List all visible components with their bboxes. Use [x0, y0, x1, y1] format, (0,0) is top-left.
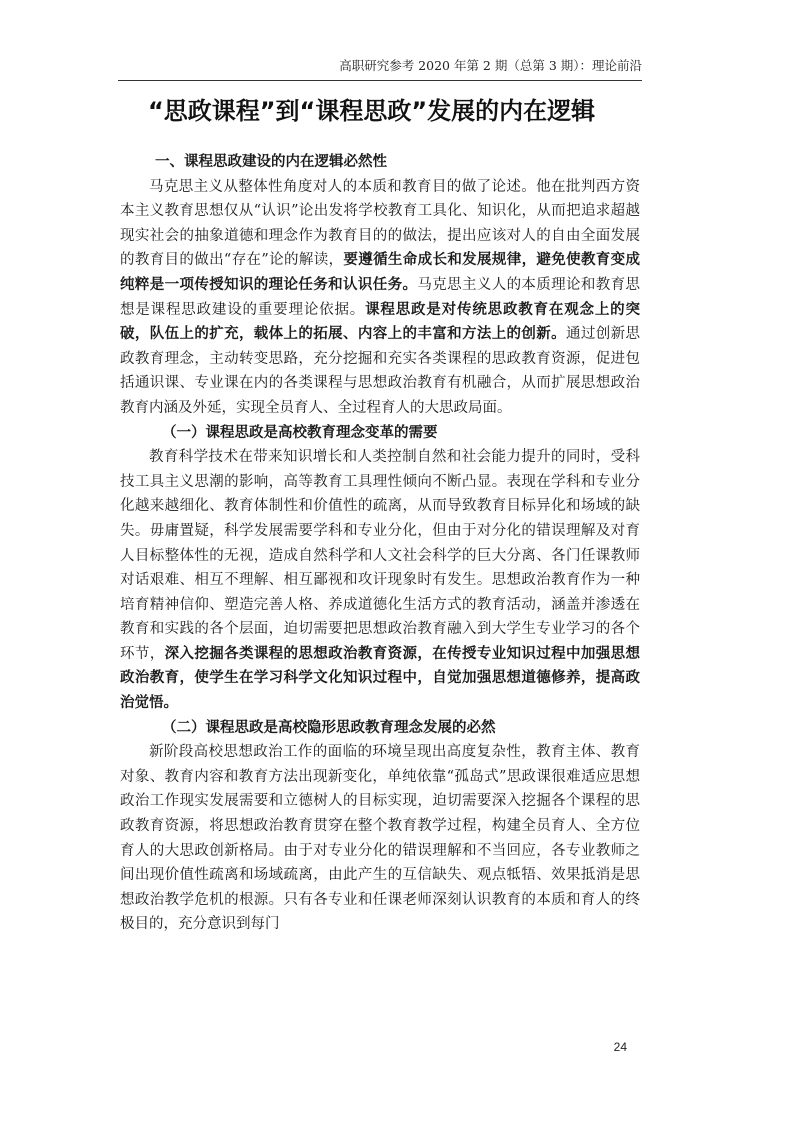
paragraph-2 — [120, 445, 640, 716]
paragraph-1 — [120, 175, 640, 421]
paragraph-1-bold-b: 要遵循生命成长和发展规律，避免使教育变成纯粹是一项传授知识的理论任务和认识任务。 — [120, 252, 640, 293]
page-number: 24 — [613, 1040, 627, 1054]
paragraph-3: 新阶段高校思想政治工作的面临的环境呈现出高度复杂性，教育主体、教育对象、教育内容和教育方法出现新变化，单纯依靠“孤岛式”思政课很难适应思想政治工作现实发展需要和立德树人的目标实现，迫切需要深入挖掘各个课程的思政教育资源，将思想政治教育贯穿在整个教育教学过程，构建全员育人、全方位育人的大思政创新格局。由于对专业分化的错误理解和不当回应，各专业教师之间出现价值性疏离和场域疏离，由此产生的互信缺失、观点牴牾、效果抵消是思想政治教学危机的根源。只有各专业和任课老师深刻认识教育的本质和育人的终极目的，充分意识到每门 — [120, 744, 640, 933]
paragraph-1-bold-d: 课程思政是对传统思政教育在观念上的突破，队伍上的扩充，载体上的拓展、内容上的丰富和方法上的创新。 — [120, 301, 641, 343]
paragraph-1-text-c: 马克思主义人的本质理论和教育思想是课程思政建设的重要理论依据。 — [120, 276, 641, 318]
section-heading-1: 一、课程思政建设的内在逻辑必然性 — [155, 154, 387, 170]
paragraph-2-text-a: 教育科学技术在带来知识增长和人类控制自然和社会能力提升的同时，受科技工具主义思潮的影响，高等教育工具理性倾向不断凸显。表现在学科和专业分化越来越细化、教育体制性和价值性的疏离，从而导致教育目标异化和场域的缺失。毋庸置疑，科学发展需要学科和专业分化，但由于对分化的错误理解及对育人目标整体性的无视，造成自然科学和人文社会科学的巨大分离、各门任课教师对话艰难、相互不理解、相互鄙视和攻讦现象时有发生。思想政治教育作为一种培育精神信仰、塑造完善人格、养成道德化生活方式的教育活动，涵盖并渗透在教育和实践的各个层面，迫切需要把思想政治教育融入到大学生专业学习的各个环节， — [120, 449, 640, 662]
article-body — [120, 150, 640, 937]
paragraph-2-bold-b: 深入挖掘各类课程的思想政治教育资源，在传授专业知识过程中加强思想政治教育，使学生在学习科学文化知识过程中，自觉加强思想道德修养，提高政治觉悟。 — [120, 645, 641, 712]
article-title: “思政课程”到“课程思政”发展的内在逻辑 — [148, 97, 596, 125]
subsection-heading-1: （一）课程思政是高校教育理念变革的需要 — [162, 424, 438, 441]
paragraph-1-text-e: 通过创新思政教育理念，主动转变思路，充分挖掘和充实各类课程的思政教育资源，促进包括通识课、专业课在内的各类课程与思想政治教育有机融合，从而扩展思想政治教育内涵及外延，实现全员育人、全过程育人的大思政局面。 — [120, 326, 641, 416]
subsection-heading-2: （二）课程思政是高校隐形思政教育理念发展的必然 — [162, 719, 496, 736]
paragraph-1-text-a: 马克思主义从整体性角度对人的本质和教育目的做了论述。他在批判西方资本主义教育思想仅从“认识”论出发将学校教育工具化、知识化，从而把追求超越现实社会的抽象道德和理念作为教育目的的做法，提出应该对人的自由全面发展的教育目的做出“存在”论的解读， — [120, 178, 640, 269]
running-header: 高职研究参考 2020 年第 2 期（总第 3 期）：理论前沿 — [118, 58, 642, 81]
